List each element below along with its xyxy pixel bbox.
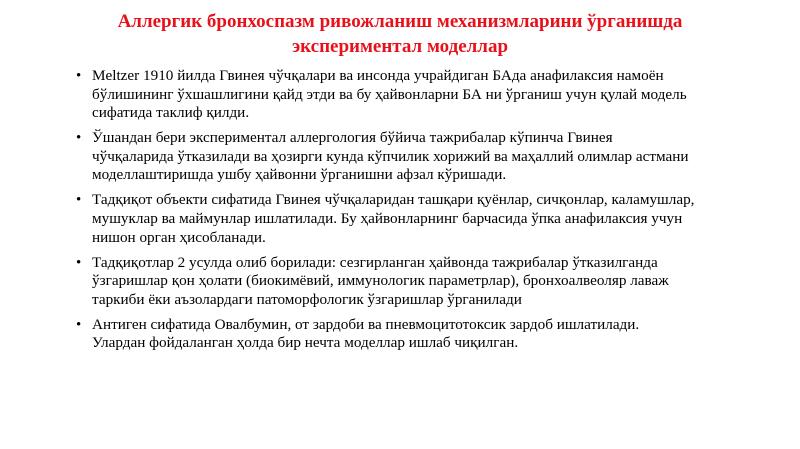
bullet-icon: • (76, 316, 82, 333)
slide-title-line-2: экспериментал моделлар (291, 36, 509, 57)
bullet-line: сифатида таклиф қилди. (92, 104, 250, 122)
bullet-line: Улардан фойдаланган ҳолда бир нечта моделлар ишлаб чиқилган. (92, 334, 519, 352)
bullet-line: Meltzer 1910 йилда Гвинея чўчқалари ва инсонда учрайдиган БАда анафилаксия намоён (92, 67, 664, 84)
bullet-line: Тадқиқотлар 2 усулда олиб борилади: сезгирланган ҳайвонда тажрибалар ўтказилганда (92, 253, 658, 271)
bullet-icon: • (76, 68, 82, 84)
bullet-icon: • (76, 130, 82, 147)
bullet-icon: • (76, 254, 82, 271)
bullet-text (92, 67, 766, 123)
bullet-line: бўлишининг ўхшашлигини қайд этди ва бу ҳайвонларни БА ни ўрганиш учун қулай модель (92, 85, 687, 103)
bullet-line: Ўшандан бери экспериментал аллергология бўйича тажрибалар кўпинча Гвинея (92, 129, 613, 147)
bullet-line: Тадқиқот объекти сифатида Гвинея чўчқаларидан ташқари қуёнлар, сичқонлар, каламушлар, (92, 191, 695, 209)
bullet-item-meltzer (76, 67, 766, 123)
bullet-icon: • (76, 192, 82, 209)
bullet-item-guinea-pigs (76, 129, 766, 185)
bullet-text (92, 129, 766, 185)
bullet-item-research-objects (76, 191, 766, 247)
bullet-line: моделлаштиришда ушбу ҳайвонни ўрганишни афзал кўришади. (92, 166, 507, 184)
bullet-line: мушуклар ва маймунлар ишлатилади. Бу ҳайвонларнинг барчасида ўпка анафилаксия учун (92, 209, 683, 227)
bullet-line: Антиген сифатида Овалбумин, от зардоби ва пневмоцитотоксик зардоб ишлатилади. (92, 315, 640, 333)
slide-title (40, 9, 760, 59)
bullet-line: чўчқаларида ўтказилади ва ҳозирги кунда кўпчилик хорижий ва маҳаллий олимлар астмани (92, 147, 689, 165)
bullet-line: ўзгаришлар қон ҳолати (биокимёвий, иммунологик параметрлар), бронхоалвеоляр лаваж (92, 272, 669, 290)
bullet-text (92, 254, 766, 310)
bullet-line: таркиби ёки аъзолардаги патоморфологик ўзгаришлар ўрганилади (92, 290, 522, 308)
bullet-list (76, 67, 766, 359)
bullet-item-antigen (76, 316, 766, 353)
bullet-item-methods (76, 254, 766, 310)
bullet-text (92, 191, 766, 247)
slide-title-line-1: Аллергик бронхоспазм ривожланиш механизмларини ўрганишда (117, 11, 683, 32)
bullet-text (92, 316, 766, 353)
bullet-line: нишон орган ҳисобланади. (92, 228, 266, 246)
